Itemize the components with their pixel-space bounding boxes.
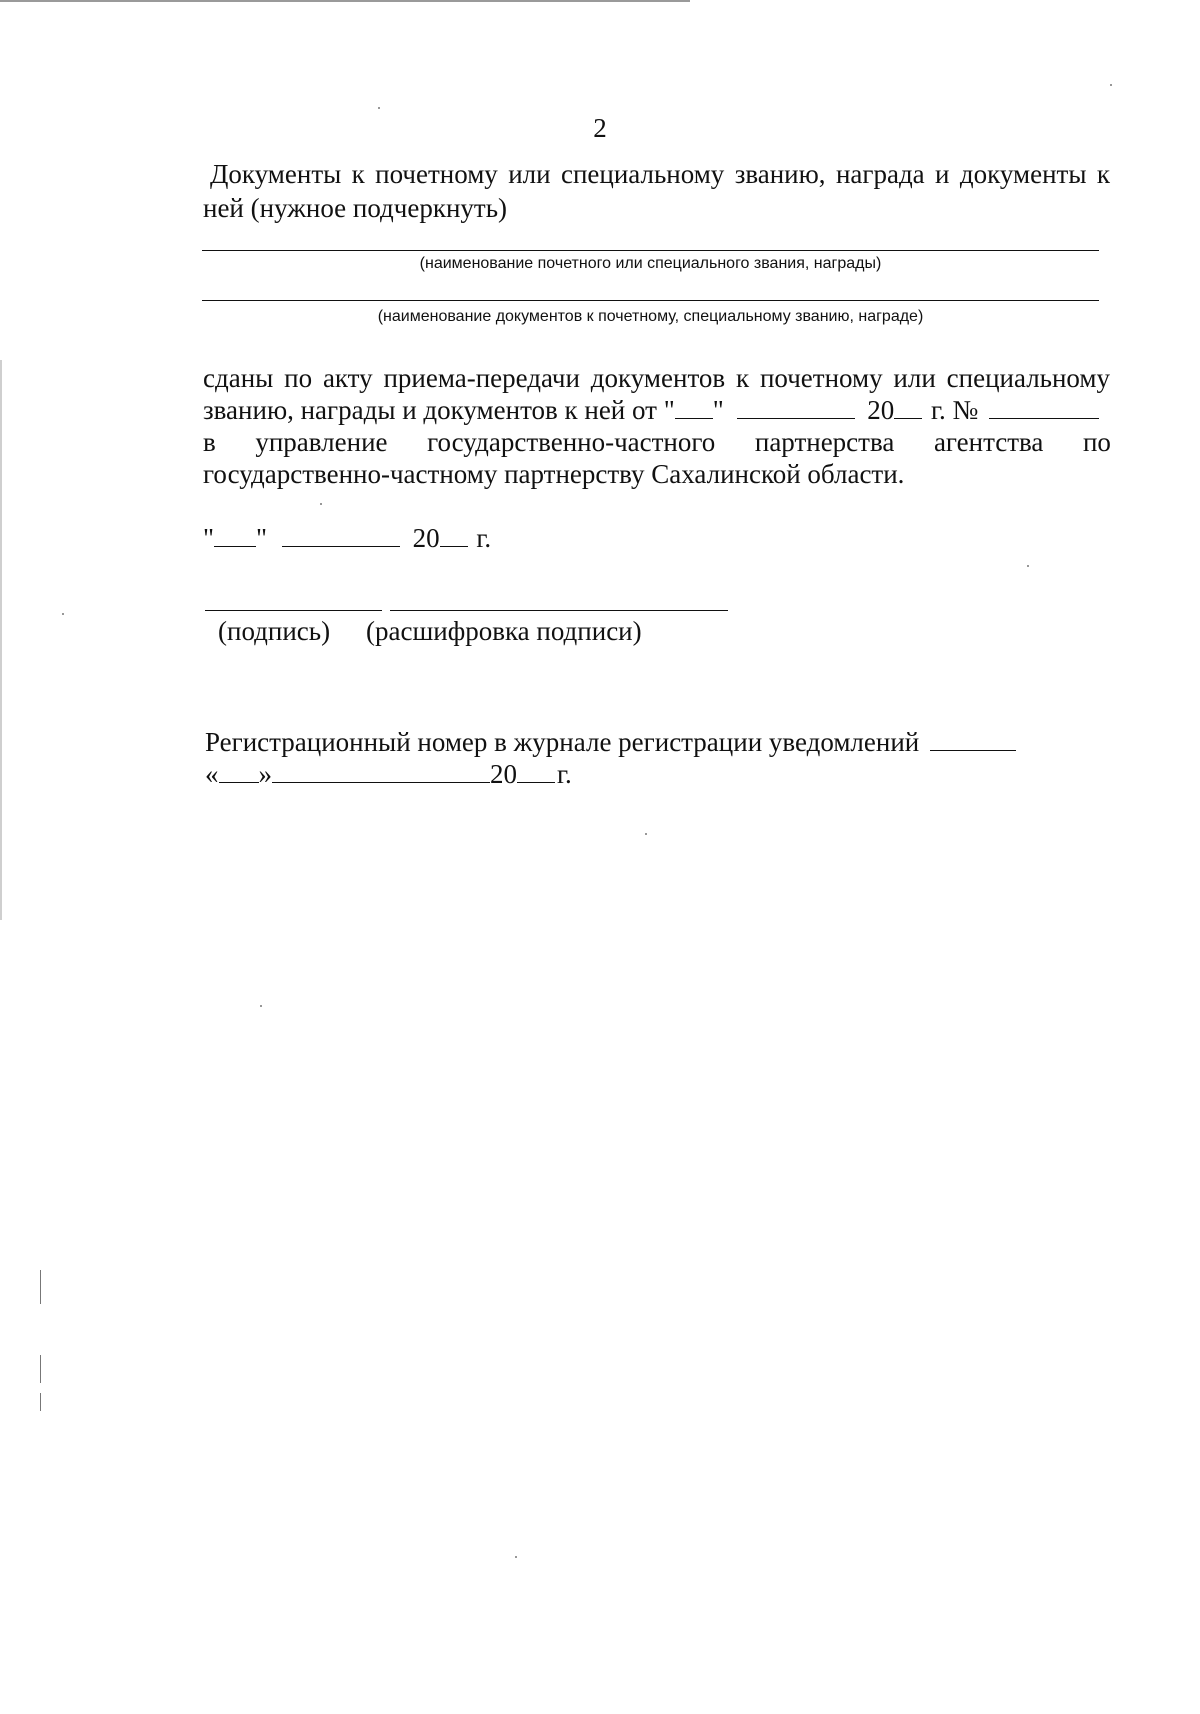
award-name-line: [202, 250, 1099, 251]
intro-line-1: Документы к почетному или специальному званию, награда и документы к: [210, 159, 1110, 189]
date-year-blank: [440, 524, 468, 547]
year-prefix: 20: [867, 395, 895, 425]
body-line-3-word: агентства: [933, 427, 1044, 457]
year-suffix: г. №: [931, 395, 979, 425]
scan-speck: [1110, 84, 1112, 86]
date-month-blank: [282, 524, 400, 547]
signature-line: [205, 610, 382, 611]
registration-text: Регистрационный номер в журнале регистрации уведомлений: [205, 727, 920, 757]
signature-decoding-caption: (расшифровка подписи): [366, 616, 642, 646]
date-day-blank: [214, 524, 256, 547]
year-blank: [894, 396, 922, 419]
registration-year: 20: [490, 759, 517, 789]
month-blank: [737, 396, 855, 419]
signature-decoding-line: [390, 610, 728, 611]
scan-edge-left: [0, 360, 2, 920]
registration-number-blank: [930, 728, 1016, 751]
date-line: [203, 522, 491, 554]
docs-name-line: [202, 300, 1099, 301]
body-line-3-word: по: [1082, 427, 1111, 457]
body-line-3-word: партнерства: [754, 427, 895, 457]
scan-speck: [378, 107, 380, 109]
registration-suffix: г.: [557, 759, 572, 789]
registration-line: [205, 726, 1016, 758]
scan-mark: [40, 1270, 41, 1304]
act-number-blank: [989, 396, 1099, 419]
scan-edge-top: [0, 0, 690, 2]
date-suffix: г.: [476, 523, 492, 553]
scan-mark: [40, 1393, 41, 1411]
body-line-3-word: государственно-частного: [427, 427, 716, 457]
scan-speck: [515, 1556, 517, 1558]
date-quote-close: ": [256, 523, 268, 553]
body-line-3-word: управление: [255, 427, 388, 457]
day-quote-close: ": [712, 395, 724, 425]
registration-day-blank: [219, 760, 259, 783]
scan-speck: [62, 613, 64, 615]
registration-month-blank: [272, 760, 490, 783]
award-name-caption: (наименование почетного или специального звания, награды): [419, 255, 882, 272]
scan-speck: [320, 503, 322, 505]
scan-speck: [645, 833, 647, 835]
page-number: 2: [593, 113, 607, 143]
body-line-3-word: в: [203, 427, 216, 457]
body-line-3: [203, 426, 1111, 458]
body-line-2: [203, 394, 1113, 426]
scan-speck: [260, 1005, 262, 1007]
body-line-1: сданы по акту приема-передачи документов к почетному или специальному: [203, 363, 1110, 393]
registration-date-line: [205, 758, 572, 790]
intro-line-2: ней (нужное подчеркнуть): [203, 193, 508, 223]
scan-mark: [40, 1355, 41, 1383]
signature-caption: (подпись): [218, 616, 331, 646]
registration-quote-open: «: [205, 759, 219, 789]
docs-name-caption: (наименование документов к почетному, специальному званию, награде): [377, 308, 924, 325]
day-blank: [675, 396, 713, 419]
registration-year-blank: [517, 760, 555, 783]
registration-quote-close: »: [258, 759, 272, 789]
date-year: 20: [412, 523, 440, 553]
scan-speck: [1027, 565, 1029, 567]
date-quote-open: ": [203, 523, 215, 553]
body-line-4: государственно-частному партнерству Сахалинской области.: [203, 459, 905, 489]
body-line-2-text: званию, награды и документов к ней от ": [203, 395, 675, 425]
